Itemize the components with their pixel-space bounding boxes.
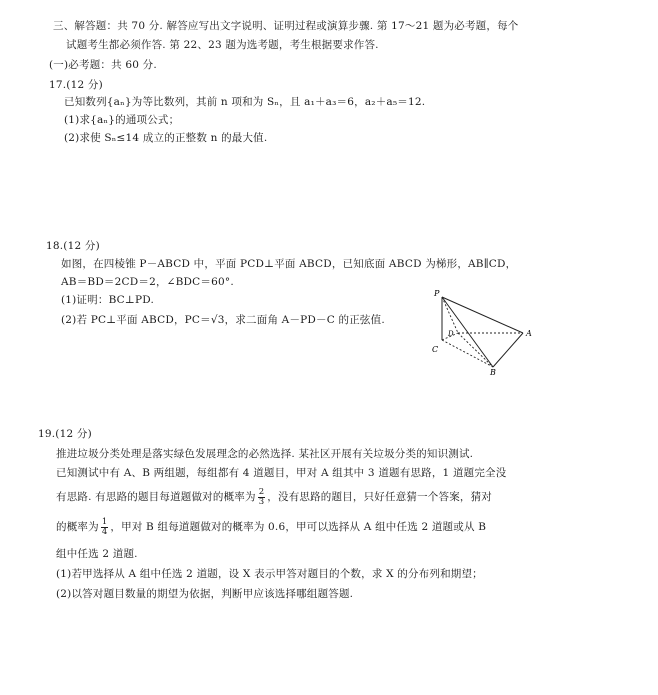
q19-line3-start: 有思路. 有思路的题目每道题做对的概率为 [56,491,256,503]
q19-line3 [56,486,492,508]
q18-stem-line1: 如图，在四棱锥 P－ABCD 中，平面 PCD⊥平面 ABCD，已知底面 ABCD 为梯形，AB∥CD， [61,258,517,270]
q17-stem: 已知数列{aₙ}为等比数列，其前 n 项和为 Sₙ，且 a₁＋a₃＝6，a₂＋a₅＝12. [64,96,426,108]
q19-line5: 组中任选 2 道题. [56,548,138,560]
fraction-numerator: 2 [258,486,265,497]
fraction-numerator: 1 [101,516,108,527]
q19-line4 [56,516,486,538]
q19-line4-start: 的概率为 [56,521,99,533]
vertex-label-b: B [490,368,496,375]
q17-part2: (2)求使 Sₙ≤14 成立的正整数 n 的最大值. [64,132,268,144]
section-instructions: 试题考生都必须作答. 第 22、23 题为选考题，考生根据要求作答. [66,39,379,51]
fraction-denominator: 4 [101,526,108,537]
pyramid-figure [430,285,540,375]
q19-line1: 推进垃圾分类处理是落实绿色发展理念的必然选择. 某社区开展有关垃圾分类的知识测试. [56,448,474,460]
q19-line2: 已知测试中有 A、B 两组题，每组都有 4 道题目，甲对 A 组其中 3 道题有思路，1 道题完全没 [56,467,507,479]
vertex-label-d: D [448,330,454,338]
vertex-label-a: A [526,329,532,338]
q18-header: 18.(12 分) [46,240,100,252]
q19-line3-end: ，没有思路的题目，只好任意猜一个答案，猜对 [267,491,492,503]
q18-part1: (1)证明：BC⊥PD. [61,294,155,306]
section-heading: 三、解答题：共 70 分. 解答应写出文字说明、证明过程或演算步骤. 第 17～21 题为必考题，每个 [53,20,519,32]
q18-stem-line2: AB＝BD＝2CD＝2，∠BDC＝60°. [61,276,234,288]
q18-part2: (2)若 PC⊥平面 ABCD，PC＝√3，求二面角 A－PD－C 的正弦值. [61,314,385,326]
fraction-two-thirds [258,488,266,507]
fraction-denominator: 3 [258,496,265,507]
q17-part1: (1)求{aₙ}的通项公式； [64,114,180,126]
vertex-label-p: P [434,289,440,298]
q19-header: 19.(12 分) [38,428,92,440]
vertex-label-c: C [432,345,439,354]
q19-line4-end: ，甲对 B 组每道题做对的概率为 0.6，甲可以选择从 A 组中任选 2 道题或从 B [110,521,487,533]
q19-part2: (2)以答对题目数量的期望为依据，判断甲应该选择哪组题答题. [56,588,354,600]
section-subheading: (一)必考题：共 60 分. [49,59,157,71]
q19-part1: (1)若甲选择从 A 组中任选 2 道题，设 X 表示甲答对题目的个数，求 X 的分布列和期望； [56,568,483,580]
q17-header: 17.(12 分) [49,79,103,91]
fraction-one-quarter [101,518,109,537]
